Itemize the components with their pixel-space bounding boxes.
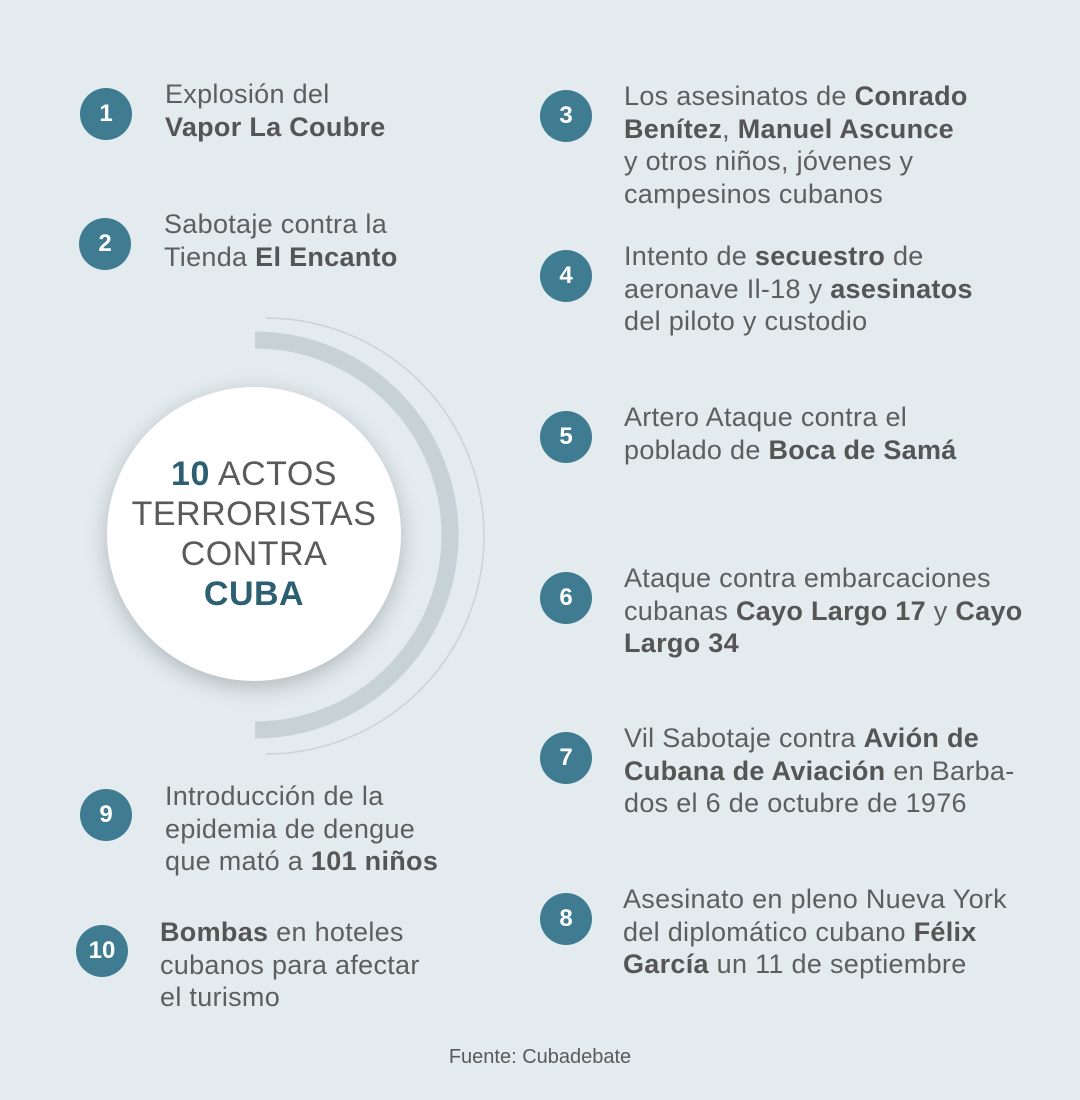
- text-run: Tienda: [164, 241, 256, 272]
- number-badge: 4: [540, 250, 592, 302]
- bold-text: Cayo: [955, 595, 1023, 626]
- text-run: Vil Sabotaje contra: [624, 723, 864, 753]
- text-run: dos el 6 de octubre de 1976: [624, 788, 967, 818]
- text-run: un 11 de septiembre: [708, 949, 967, 979]
- act-description: [624, 401, 957, 466]
- text-run: Introducción de la: [165, 781, 384, 811]
- title-line-1: [171, 454, 337, 494]
- bold-text: Cubana de Aviación: [624, 755, 886, 786]
- text-run: en Barba-: [885, 755, 1015, 786]
- bold-text: El Encanto: [255, 241, 398, 272]
- number-badge: 6: [540, 572, 592, 624]
- text-run: y otros niños, jóvenes y: [624, 146, 914, 176]
- source-credit: Fuente: Cubadebate: [448, 1046, 632, 1068]
- bold-text: Vapor La Coubre: [165, 111, 386, 142]
- title-count: 10: [171, 455, 210, 493]
- text-run: campesinos cubanos: [624, 178, 884, 209]
- bold-text: Avión de: [863, 723, 980, 753]
- bold-text: Conrado: [854, 81, 968, 111]
- number-badge: 1: [80, 88, 132, 140]
- number-badge: 5: [540, 411, 592, 463]
- title-line-2: TERRORISTAS: [131, 495, 377, 533]
- bold-text: Bombas: [160, 917, 269, 947]
- bold-text: 101 niños: [310, 846, 439, 876]
- title-line-4: CUBA: [203, 575, 305, 613]
- text-run: del diplomático cubano: [623, 916, 914, 947]
- text-run: ,: [722, 113, 738, 144]
- title-circle: [107, 387, 401, 681]
- act-description: [624, 722, 1015, 820]
- number-badge: 9: [80, 789, 132, 841]
- text-run: Sabotaje contra la: [164, 209, 388, 239]
- bold-text: Manuel Ascunce: [737, 113, 954, 144]
- title-line-3: CONTRA: [180, 535, 328, 573]
- text-run: poblado de: [624, 434, 769, 465]
- text-run: Explosión del: [165, 79, 330, 109]
- bold-text: García: [623, 949, 709, 979]
- number-badge: 7: [540, 732, 592, 784]
- text-run: Artero Ataque contra el: [624, 402, 908, 432]
- text-run: Asesinato en pleno Nueva York: [623, 884, 1007, 914]
- number-badge: 10: [76, 925, 128, 977]
- text-run: de: [885, 241, 924, 271]
- act-description: [624, 562, 1023, 660]
- text-run: Ataque contra embarcaciones: [624, 563, 991, 593]
- text-run: Intento de: [624, 241, 755, 271]
- bold-text: Benítez: [624, 113, 723, 144]
- text-run: cubanas: [624, 595, 736, 626]
- text-run: cubanos para afectar: [160, 949, 420, 980]
- bold-text: Largo 34: [624, 628, 739, 658]
- act-description: [165, 780, 438, 878]
- act-description: [624, 240, 973, 338]
- text-run: en hoteles: [268, 917, 404, 947]
- title-actos: ACTOS: [209, 455, 337, 493]
- text-run: que mató a: [165, 846, 311, 876]
- text-run: y: [925, 595, 956, 626]
- act-description: [623, 883, 1007, 981]
- act-description: [164, 208, 398, 273]
- text-run: del piloto y custodio: [624, 306, 868, 336]
- text-run: el turismo: [160, 982, 281, 1012]
- act-description: [624, 80, 968, 210]
- text-run: epidemia de dengue: [165, 813, 416, 844]
- act-description: [160, 916, 420, 1014]
- text-run: Los asesinatos de: [624, 81, 855, 111]
- bold-text: asesinatos: [830, 273, 973, 304]
- number-badge: 3: [540, 90, 592, 142]
- bold-text: Félix: [913, 916, 977, 947]
- bold-text: Cayo Largo 17: [735, 595, 926, 626]
- text-run: aeronave Il-18 y: [624, 273, 831, 304]
- number-badge: 2: [79, 218, 131, 270]
- act-description: [165, 78, 386, 143]
- bold-text: secuestro: [754, 241, 886, 271]
- bold-text: Boca de Samá: [768, 434, 957, 465]
- number-badge: 8: [540, 893, 592, 945]
